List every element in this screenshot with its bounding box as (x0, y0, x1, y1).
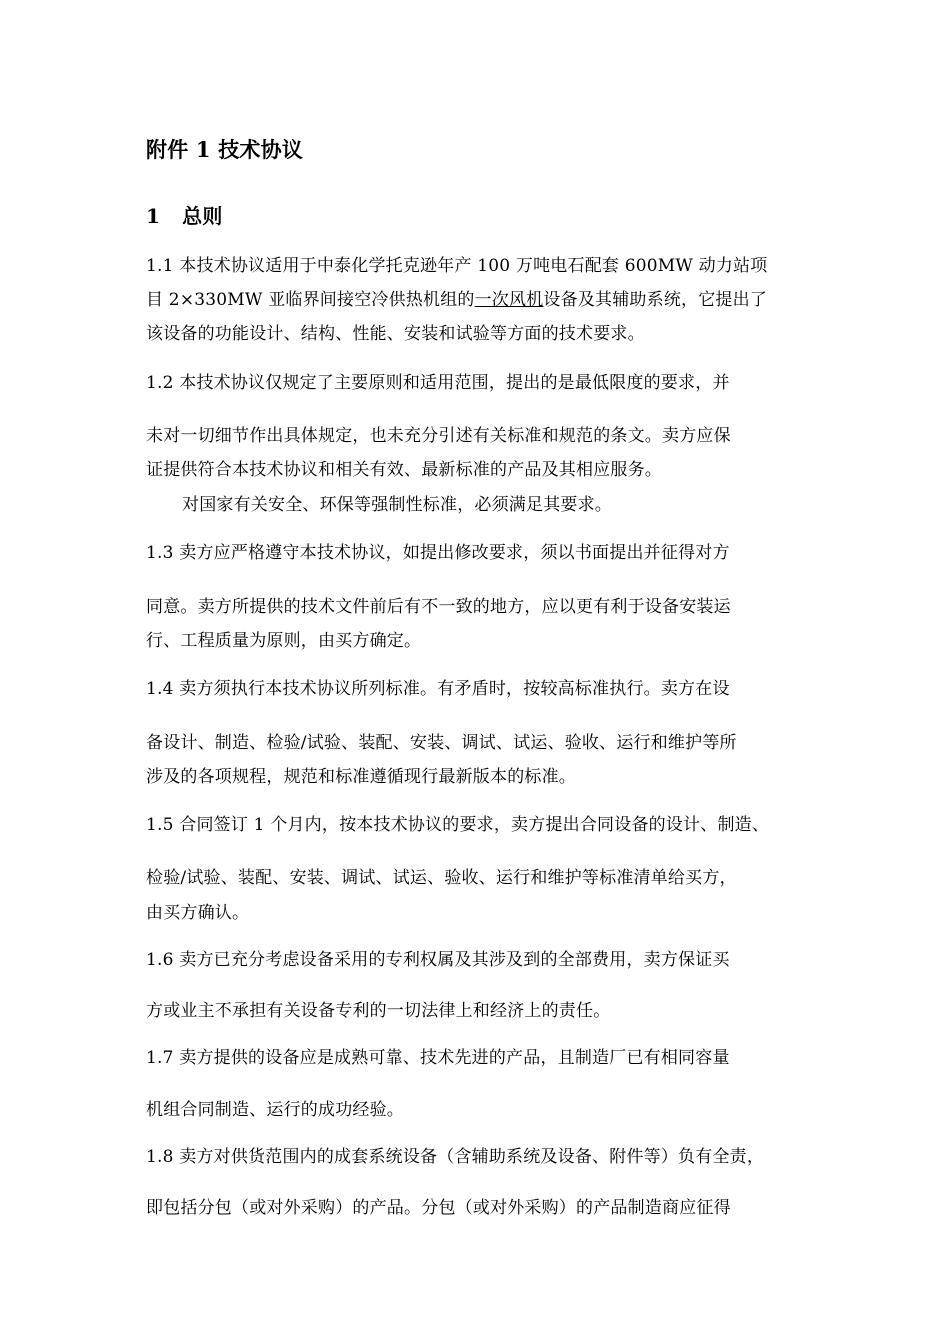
paragraph-line: 同意。卖方所提供的技术文件前后有不一致的地方，应以更有利于设备安装运 (146, 597, 731, 617)
paragraph-line: 由买方确认。 (146, 903, 250, 923)
paragraph-line: 该设备的功能设计、结构、性能、安装和试验等方面的技术要求。 (146, 324, 645, 344)
paragraph-line: 1.6 卖方已充分考虑设备采用的专利权属及其涉及到的全部费用，卖方保证买 (146, 950, 730, 970)
section-heading (146, 205, 223, 227)
section-number: 1 (146, 204, 161, 228)
underlined-term: 一次风机 (474, 290, 544, 310)
paragraph-line: 检验/试验、装配、安装、调试、试运、验收、运行和维护等标准清单给买方， (146, 868, 737, 888)
line-text: 目 2×330MW 亚临界间接空冷供热机组的 (146, 290, 475, 310)
document-title: 附件 1 技术协议 (146, 137, 304, 162)
paragraph-line: 1.4 卖方须执行本技术协议所列标准。有矛盾时，按较高标准执行。卖方在设 (146, 679, 730, 699)
paragraph-line: 即包括分包（或对外采购）的产品。分包（或对外采购）的产品制造商应征得 (146, 1198, 731, 1218)
paragraph-line: 涉及的各项规程，规范和标准遵循现行最新版本的标准。 (146, 767, 576, 787)
paragraph-line: 备设计、制造、检验/试验、装配、安装、调试、试运、验收、运行和维护等所 (146, 733, 737, 753)
paragraph-line: 1.8 卖方对供货范围内的成套系统设备（含辅助系统及设备、附件等）负有全责， (146, 1147, 765, 1167)
paragraph-line: 证提供符合本技术协议和相关有效、最新标准的产品及其相应服务。 (146, 460, 662, 480)
paragraph-line (146, 289, 767, 311)
paragraph-line: 行、工程质量为原则，由买方确定。 (146, 631, 422, 651)
line-text: 设备及其辅助系统，它提出了 (543, 290, 768, 310)
paragraph-line: 机组合同制造、运行的成功经验。 (146, 1100, 404, 1120)
section-title: 总则 (182, 204, 223, 228)
paragraph-line: 1.2 本技术协议仅规定了主要原则和适用范围，提出的是最低限度的要求，并 (146, 373, 730, 393)
paragraph-line: 1.7 卖方提供的设备应是成熟可靠、技术先进的产品，且制造厂已有相同容量 (146, 1048, 730, 1068)
paragraph-line: 方或业主不承担有关设备专利的一切法律上和经济上的责任。 (146, 1001, 611, 1021)
paragraph-line: 未对一切细节作出具体规定，也未充分引述有关标准和规范的条文。卖方应保 (146, 426, 731, 446)
paragraph-line: 1.1 本技术协议适用于中泰化学托克逊年产 100 万吨电石配套 600MW 动力站项 (146, 256, 768, 276)
paragraph-line: 对国家有关安全、环保等强制性标准，必须满足其要求。 (182, 495, 612, 515)
paragraph-line: 1.3 卖方应严格遵守本技术协议，如提出修改要求，须以书面提出并征得对方 (146, 543, 730, 563)
paragraph-line: 1.5 合同签订 1 个月内，按本技术协议的要求，卖方提出合同设备的设计、制造、 (146, 815, 770, 835)
